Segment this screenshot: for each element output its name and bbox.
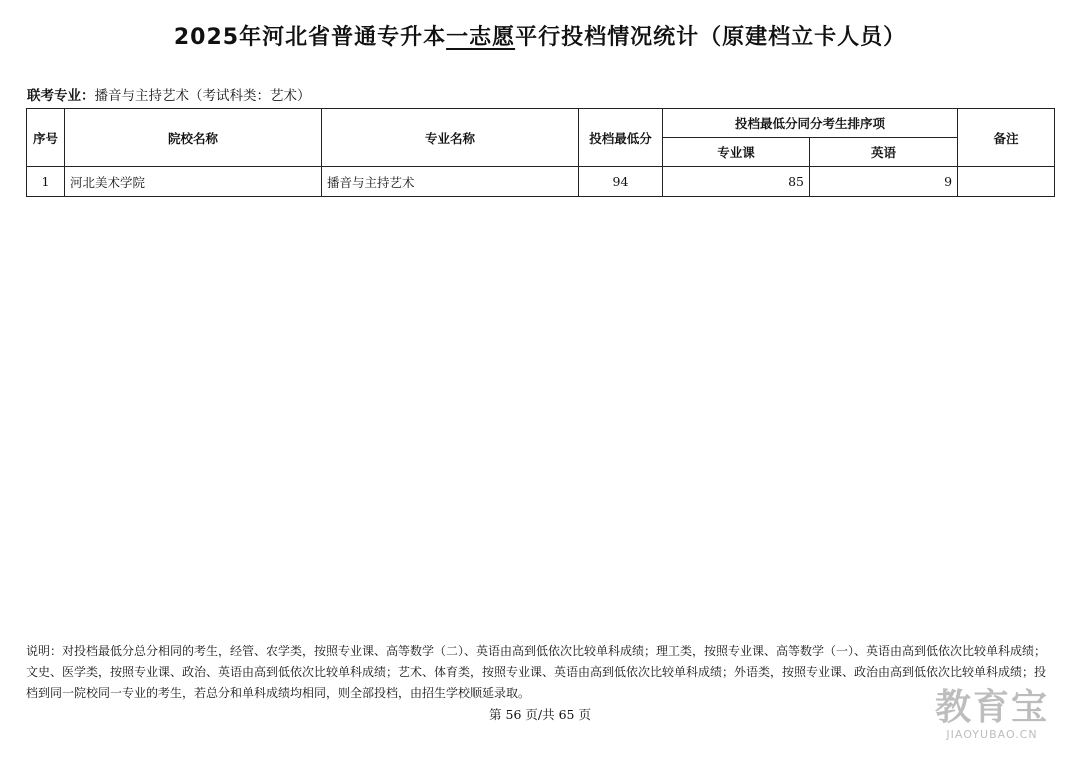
cell-english: 9 bbox=[810, 167, 958, 197]
title-part-2-underlined: 一志愿 bbox=[446, 25, 516, 50]
table-row bbox=[27, 167, 1055, 197]
watermark-logo bbox=[918, 688, 1066, 742]
title-part-1: 2025年河北省普通专升本 bbox=[173, 25, 447, 50]
header-english: 英语 bbox=[810, 138, 958, 167]
cell-index: 1 bbox=[27, 167, 65, 197]
watermark-en: JIAOYUBAO.CN bbox=[946, 728, 1038, 741]
cell-min-score: 94 bbox=[579, 167, 663, 197]
header-tie-break: 投档最低分同分考生排序项 bbox=[663, 109, 958, 138]
subject-line bbox=[27, 84, 311, 104]
header-remark: 备注 bbox=[958, 109, 1055, 167]
admission-table bbox=[26, 108, 1055, 197]
watermark-cn: 教育宝 bbox=[934, 687, 1049, 728]
title-part-3: 平行投档情况统计（原建档立卡人员） bbox=[515, 25, 907, 50]
subject-label: 联考专业： bbox=[27, 88, 95, 104]
header-major-course: 专业课 bbox=[663, 138, 810, 167]
header-index: 序号 bbox=[27, 109, 65, 167]
header-min-score: 投档最低分 bbox=[579, 109, 663, 167]
page-number: 第 56 页/共 65 页 bbox=[489, 707, 591, 722]
header-major: 专业名称 bbox=[322, 109, 579, 167]
subject-value: 播音与主持艺术（考试科类：艺术） bbox=[94, 88, 311, 104]
cell-remark bbox=[958, 167, 1055, 197]
cell-major: 播音与主持艺术 bbox=[322, 167, 579, 197]
footnote: 说明：对投档最低分总分相同的考生，经管、农学类，按照专业课、高等数学（二）、英语由高到低依次比较单科成绩；理工类，按照专业课、高等数学（一）、英语由高到低依次比较单科成绩；文史、医学类，按照专业课、政治、英语由高到低依次比较单科成绩；艺术、体育类，按照专业课、英语由高到低依次比较单科成绩；外语类，按照专业课、政治由高到低依次比较单科成绩；投档到同一院校同一专业的考生，若总分和单科成绩均相同，则全部投档，由招生学校顺延录取。 bbox=[26, 644, 1047, 700]
cell-major-course: 85 bbox=[663, 167, 810, 197]
header-school: 院校名称 bbox=[65, 109, 322, 167]
cell-school: 河北美术学院 bbox=[65, 167, 322, 197]
page-title bbox=[0, 20, 1080, 51]
